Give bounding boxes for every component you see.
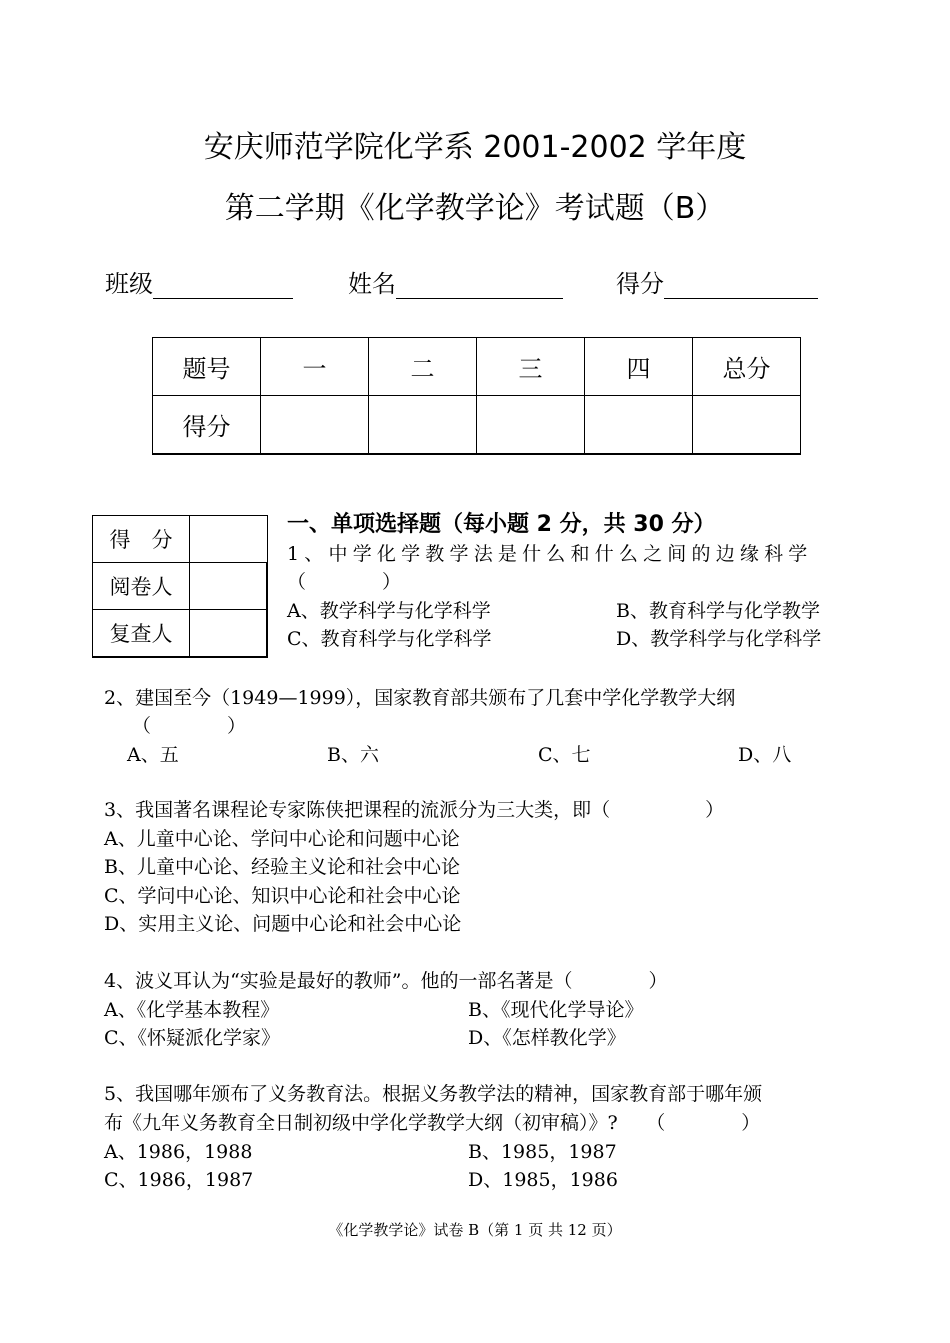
score-table-header-row <box>153 338 801 396</box>
option: A、1986，1988 <box>104 1141 253 1163</box>
option: B、1985，1987 <box>468 1141 617 1163</box>
question-stem: 5、我国哪年颁布了义务教育法。根据义务教学法的精神，国家教育部于哪年颁 <box>104 1083 763 1105</box>
option: C、七 <box>538 744 591 766</box>
name-blank[interactable] <box>396 272 563 299</box>
option: A、教学科学与化学科学 <box>287 600 491 622</box>
question-stem: 1、中学化学教学法是什么和什么之间的边缘科学 <box>287 543 813 565</box>
score-table-header-cell: 四 <box>585 338 693 396</box>
name-label: 姓名 <box>348 270 396 298</box>
option: D、《怎样教化学》 <box>468 1027 626 1049</box>
score-label: 得分 <box>616 270 664 298</box>
grader-box <box>92 515 268 658</box>
answer-paren[interactable]: （ ） <box>132 715 247 737</box>
question-stem: 3、我国著名课程论专家陈侠把课程的流派分为三大类，即（ ） <box>104 799 725 821</box>
page-footer: 《化学教学论》试卷 B（第 1 页 共 12 页） <box>328 1221 622 1239</box>
grader-row <box>93 563 268 610</box>
class-label: 班级 <box>105 270 153 298</box>
score-blank[interactable] <box>664 272 818 299</box>
score-table-header-cell: 总分 <box>693 338 801 396</box>
score-table <box>152 337 801 455</box>
score-cell[interactable] <box>369 396 477 455</box>
score-cell[interactable] <box>585 396 693 455</box>
option: C、教育科学与化学科学 <box>287 628 492 650</box>
score-table-header-cell: 三 <box>477 338 585 396</box>
grader-value-cell[interactable] <box>190 610 268 658</box>
score-table-header-cell: 题号 <box>153 338 261 396</box>
score-table-score-row <box>153 396 801 455</box>
option: C、学问中心论、知识中心论和社会中心论 <box>104 885 461 907</box>
option: A、儿童中心论、学问中心论和问题中心论 <box>104 828 460 850</box>
option: D、八 <box>738 744 792 766</box>
score-cell[interactable] <box>261 396 369 455</box>
option: D、教学科学与化学科学 <box>616 628 822 650</box>
question-stem: 2、建国至今（1949—1999），国家教育部共颁布了几套中学化学教学大纲 <box>104 687 736 709</box>
option: D、1985，1986 <box>468 1169 618 1191</box>
exam-title-line2: 第二学期《化学教学论》考试题（B） <box>224 191 726 226</box>
score-table-row-label: 得分 <box>153 396 261 455</box>
question-stem: 4、波义耳认为“实验是最好的教师”。他的一部名著是（ ） <box>104 970 668 992</box>
score-table-header-cell: 一 <box>261 338 369 396</box>
score-cell[interactable] <box>693 396 801 455</box>
section-title: 一、单项选择题（每小题 2 分，共 30 分） <box>287 512 716 537</box>
grader-row <box>93 516 268 563</box>
option: C、1986，1987 <box>104 1169 254 1191</box>
option: D、实用主义论、问题中心论和社会中心论 <box>104 913 462 935</box>
option: B、六 <box>327 744 379 766</box>
score-table-header-cell: 二 <box>369 338 477 396</box>
option: B、《现代化学导论》 <box>468 999 644 1021</box>
name-field[interactable] <box>348 264 563 299</box>
grader-label: 得 分 <box>93 516 190 563</box>
answer-paren[interactable]: （ ） <box>287 571 402 593</box>
option: C、《怀疑派化学家》 <box>104 1027 281 1049</box>
option: A、五 <box>127 744 179 766</box>
class-field[interactable] <box>105 264 293 299</box>
score-cell[interactable] <box>477 396 585 455</box>
option: B、儿童中心论、经验主义论和社会中心论 <box>104 856 460 878</box>
question-stem-continued: 布《九年义务教育全日制初级中学化学教学大纲（初审稿）》? （ ） <box>104 1112 761 1134</box>
grader-value-cell[interactable] <box>190 563 268 610</box>
grader-row <box>93 610 268 658</box>
option: B、教育科学与化学教学 <box>616 600 820 622</box>
option: A、《化学基本教程》 <box>104 999 280 1021</box>
grader-label: 复查人 <box>93 610 190 658</box>
grader-value-cell[interactable] <box>190 516 268 563</box>
score-field[interactable] <box>616 264 818 299</box>
grader-label: 阅卷人 <box>93 563 190 610</box>
class-blank[interactable] <box>153 272 293 299</box>
exam-title-line1: 安庆师范学院化学系 2001-2002 学年度 <box>203 130 747 165</box>
